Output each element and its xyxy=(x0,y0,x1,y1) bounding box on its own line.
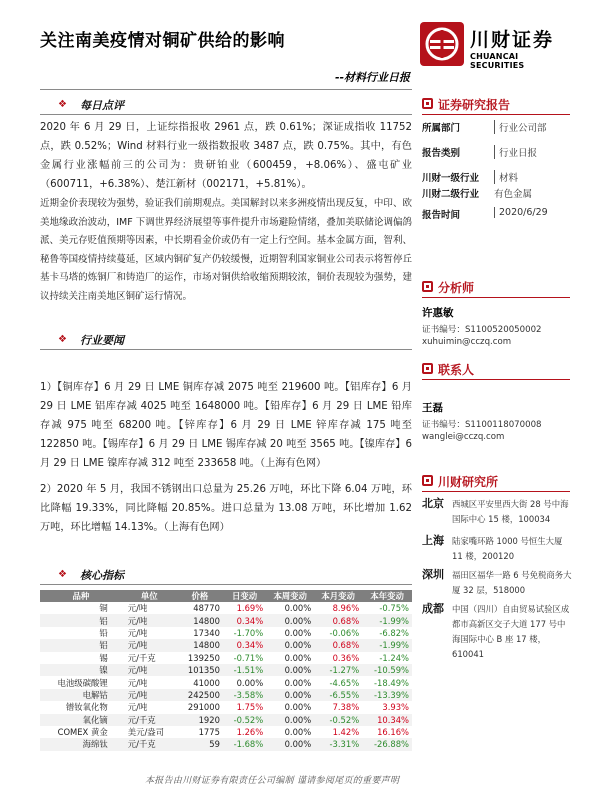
indicator-daily-change: -1.68% xyxy=(223,738,266,750)
section-divider xyxy=(40,349,412,350)
sidebar-header-institute xyxy=(422,472,570,492)
indicator-daily-change: -0.71% xyxy=(233,652,264,663)
indicator-unit: 元/吨 xyxy=(122,639,177,651)
indicator-name: 锡 xyxy=(99,652,108,663)
indicator-weekly-change: 0.00% xyxy=(266,714,314,726)
info-row xyxy=(422,170,572,186)
info-key: 报告时间 xyxy=(422,210,461,221)
diamond-bullet-icon: ❖ xyxy=(58,99,67,110)
indicator-yearly-change: 10.34% xyxy=(362,714,412,726)
analyst-card xyxy=(422,307,572,348)
office-address: 中国（四川）自由贸易试验区成都市高新区交子大道 177 号中海国际中心 B 座 17 楼，610041 xyxy=(452,604,570,659)
indicator-yearly-change: -13.39% xyxy=(362,689,412,701)
indicator-yearly-change: -6.82% xyxy=(379,627,409,638)
indicator-price: 14800 xyxy=(177,639,223,651)
indicator-price: 242500 xyxy=(177,689,223,701)
indicator-weekly-change: 0.00% xyxy=(284,627,312,638)
contact-email[interactable]: wanglei@cczq.com xyxy=(422,432,505,442)
industry-paragraph-2: 2）2020 年 5 月，我国不锈钢出口总量为 25.26 万吨，环比下降 6.04 万吨，环比降幅 19.33%，同比降幅 20.85%。进口总量为 13.08 万吨，环比增加 1.62 万吨，环比增幅 14.13%。（上海有色网） xyxy=(40,484,412,533)
indicator-yearly-change: 16.16% xyxy=(377,727,409,738)
analyst-name: 许惠敏 xyxy=(422,307,454,319)
sidebar-divider xyxy=(422,379,570,380)
indicator-name: 铝 xyxy=(40,639,122,651)
indicator-name: 镨钕氧化物 xyxy=(65,702,108,713)
info-value: 材料 xyxy=(494,170,518,184)
contact-name: 王磊 xyxy=(422,402,443,414)
diamond-bullet-icon: ❖ xyxy=(58,569,67,580)
indicator-name: 铅 xyxy=(99,627,108,638)
section-label: 行业要闻 xyxy=(80,334,124,347)
info-value: 有色金属 xyxy=(494,189,533,200)
diamond-bullet-icon: ❖ xyxy=(58,334,67,345)
analyst-cert: 证书编号：S1100520050002 xyxy=(422,325,542,335)
indicator-unit: 元/吨 xyxy=(127,677,148,688)
logo-chinese-name: 川财证券 xyxy=(470,29,555,51)
indicator-monthly-change: 0.68% xyxy=(314,639,362,651)
table-row xyxy=(40,714,412,726)
indicator-daily-change: 0.00% xyxy=(236,677,264,688)
column-header: 品种 xyxy=(40,590,122,602)
info-value: 2020/6/29 xyxy=(494,207,548,218)
info-key: 所属部门 xyxy=(422,123,461,134)
table-body xyxy=(40,602,412,751)
section-square-icon xyxy=(422,281,433,292)
table-row xyxy=(40,602,412,614)
indicator-monthly-change: 1.42% xyxy=(332,727,360,738)
indicator-daily-change: 0.34% xyxy=(223,614,266,626)
indicator-daily-change: -0.52% xyxy=(223,714,266,726)
indicator-weekly-change: 0.00% xyxy=(266,689,314,701)
column-header: 单位 xyxy=(122,590,177,602)
table-header-row xyxy=(40,590,412,602)
sidebar-label: 川财研究所 xyxy=(438,475,499,489)
indicator-yearly-change: -1.99% xyxy=(362,639,412,651)
indicator-price: 1775 xyxy=(198,727,220,738)
table-row xyxy=(40,639,412,651)
indicator-monthly-change: 0.68% xyxy=(314,614,362,626)
indicator-unit: 元/吨 xyxy=(122,614,177,626)
company-logo xyxy=(420,22,570,70)
indicator-price: 17340 xyxy=(193,627,220,638)
indicator-monthly-change: -1.27% xyxy=(314,664,362,676)
industry-paragraph-1: 1）【铜库存】6 月 29 日 LME 铜库存减 2075 吨至 219600 吨。【铝库存】6 月 29 日 LME 铝库存减 4025 吨至 1648000 吨。【铅库存】6 月 29 日 LME 铅库存减 975 吨至 68200 吨。【锌库存】6 月 29 日 LME 锌库存减 175 吨至 122850 吨。【锡库存】6 月 29 日 LME 锡库存减 20 吨至 3565 吨。【镍库存】6 月 29 日 LME 镍库存减 312 吨至 233658 吨。（上海有色网） xyxy=(40,382,412,469)
page-footer: 本报告由川财证券有限责任公司编制 谨请参阅尾页的重要声明 xyxy=(145,776,400,786)
indicator-price: 1920 xyxy=(177,714,223,726)
office-city: 深圳 xyxy=(422,568,444,581)
indicator-price: 139250 xyxy=(187,652,220,663)
core-indicators-table xyxy=(40,590,412,751)
office-city: 上海 xyxy=(422,534,444,547)
indicator-yearly-change: 3.93% xyxy=(382,702,409,713)
indicator-weekly-change: 0.00% xyxy=(284,702,312,713)
indicator-daily-change: 1.26% xyxy=(236,727,264,738)
indicator-name: 铝 xyxy=(40,614,122,626)
sidebar-divider xyxy=(422,297,570,298)
section-divider xyxy=(40,114,412,115)
indicator-daily-change: -1.51% xyxy=(223,664,266,676)
table-row xyxy=(40,614,412,626)
indicator-unit: 元/吨 xyxy=(122,689,177,701)
analyst-email[interactable]: xuhuimin@cczq.com xyxy=(422,337,512,347)
indicator-monthly-change: -4.65% xyxy=(329,677,360,688)
column-header: 本月变动 xyxy=(314,590,362,602)
section-square-icon xyxy=(422,98,433,109)
section-header-daily xyxy=(40,95,412,115)
section-label: 每日点评 xyxy=(80,99,124,112)
indicator-monthly-change: -6.55% xyxy=(314,689,362,701)
indicator-price: 14800 xyxy=(177,614,223,626)
logo-english-name: CHUANCAI SECURITIES xyxy=(470,52,525,70)
info-row xyxy=(422,186,572,202)
table-row xyxy=(40,689,412,701)
header-divider xyxy=(40,89,412,90)
indicator-daily-change: 1.69% xyxy=(236,603,264,614)
indicator-yearly-change: -1.24% xyxy=(379,652,409,663)
indicator-name: 氧化镝 xyxy=(40,714,122,726)
indicator-weekly-change: 0.00% xyxy=(284,727,312,738)
section-label: 核心指标 xyxy=(80,569,124,582)
indicator-weekly-change: 0.00% xyxy=(266,664,314,676)
chuancai-emblem-icon xyxy=(420,22,464,66)
indicator-weekly-change: 0.00% xyxy=(284,603,312,614)
indicator-monthly-change: 0.36% xyxy=(332,652,360,663)
indicator-name: 海绵钛 xyxy=(40,738,122,750)
indicator-weekly-change: 0.00% xyxy=(284,677,312,688)
table-row xyxy=(40,676,412,688)
column-header: 价格 xyxy=(177,590,223,602)
sidebar-header-report xyxy=(422,95,570,115)
indicator-name: 镍 xyxy=(40,664,122,676)
info-key: 报告类别 xyxy=(422,148,461,159)
contact-cert: 证书编号：S1100118070008 xyxy=(422,420,542,430)
info-key: 川财一级行业 xyxy=(422,173,480,184)
table-row xyxy=(40,627,412,639)
indicator-name: COMEX 黄金 xyxy=(57,727,108,738)
page-title: 关注南美疫情对铜矿供给的影响 xyxy=(40,31,285,51)
indicator-weekly-change: 0.00% xyxy=(284,652,312,663)
indicator-price: 48770 xyxy=(193,603,220,614)
table-row xyxy=(40,652,412,664)
indicator-monthly-change: -3.31% xyxy=(314,738,362,750)
indicator-yearly-change: -18.49% xyxy=(374,677,409,688)
column-header: 日变动 xyxy=(223,590,266,602)
office-city: 北京 xyxy=(422,497,444,510)
section-header-indicators xyxy=(40,565,412,585)
indicator-weekly-change: 0.00% xyxy=(266,639,314,651)
section-header-industry xyxy=(40,330,412,350)
column-header: 本年变动 xyxy=(362,590,412,602)
sidebar-label: 分析师 xyxy=(438,281,475,295)
indicator-unit: 元/吨 xyxy=(122,664,177,676)
info-row xyxy=(422,145,572,161)
daily-paragraph-2: 近期金价表现较为强势，验证我们前期观点。美国解封以来多洲疫情出现反复，中印、欧美地缘政治波动，IMF 下调世界经济展望等事件提升市场避险情绪，叠加美联储论调偏鸽派、美元存贬值预期等因素，中长期看金价或仍有一定上行空间。基本金属方面，智利、秘鲁等国疫情持续蔓延，区域内铜矿复产仍较缓慢，近期智利国家铜业公司表示将暂停丘基卡马塔的炼铜厂和铸造厂的运作，市场对铜供给收缩预期较浓，铜价表现较为强势，建议持续关注南美地区铜矿运行情况。 xyxy=(40,198,412,302)
sidebar-header-analyst xyxy=(422,278,570,298)
indicator-yearly-change: -26.88% xyxy=(362,738,412,750)
section-square-icon xyxy=(422,363,433,374)
indicator-monthly-change: -0.52% xyxy=(314,714,362,726)
info-value: 行业公司部 xyxy=(494,120,547,134)
info-value: 行业日报 xyxy=(494,145,537,159)
daily-paragraph-1: 2020 年 6 月 29 日，上证综指报收 2961 点，跌 0.61%；深证成指收 11752 点，跌 0.52%；Wind 材料行业一级指数报收 3487 点，跌 0.75%。其中，有色金属行业涨幅前三的公司为：贵研铂业（600459，+8.06%）、盛屯矿业（600711，+6.38%）、楚江新材（002171，+5.81%）。 xyxy=(40,122,412,190)
indicator-name: 电池级碳酸锂 xyxy=(57,677,108,688)
indicator-price: 291000 xyxy=(187,702,220,713)
section-divider xyxy=(40,584,412,585)
sidebar-header-contact xyxy=(422,360,570,380)
indicator-price: 59 xyxy=(177,738,223,750)
office-address: 陆家嘴环路 1000 号恒生大厦 11 楼，200120 xyxy=(452,536,563,561)
office-city: 成都 xyxy=(422,602,444,615)
office-address: 西城区平安里西大街 28 号中海国际中心 15 楼，100034 xyxy=(452,499,569,524)
indicator-daily-change: 0.34% xyxy=(223,639,266,651)
indicator-daily-change: -3.58% xyxy=(223,689,266,701)
indicator-monthly-change: 7.38% xyxy=(332,702,360,713)
table-row xyxy=(40,726,412,738)
indicator-yearly-change: -0.75% xyxy=(379,603,409,614)
office-address: 福田区福华一路 6 号免税商务大厦 32 层，518000 xyxy=(452,570,572,595)
indicator-monthly-change: 8.96% xyxy=(332,603,360,614)
indicator-price: 41000 xyxy=(193,677,220,688)
indicator-weekly-change: 0.00% xyxy=(266,738,314,750)
indicator-unit: 元/吨 xyxy=(127,627,148,638)
indicator-unit: 元/吨 xyxy=(127,603,148,614)
sidebar-divider xyxy=(422,491,570,492)
indicator-unit: 元/吨 xyxy=(127,702,148,713)
indicator-unit: 元/千克 xyxy=(122,714,177,726)
indicator-daily-change: 1.75% xyxy=(236,702,264,713)
table-row xyxy=(40,738,412,750)
indicator-name: 电解钴 xyxy=(40,689,122,701)
indicator-yearly-change: -1.99% xyxy=(362,614,412,626)
sidebar-divider xyxy=(422,114,570,115)
info-row xyxy=(422,120,572,136)
info-row xyxy=(422,207,572,223)
contact-card xyxy=(422,402,572,443)
table-row xyxy=(40,664,412,676)
indicator-weekly-change: 0.00% xyxy=(266,614,314,626)
info-key: 川财二级行业 xyxy=(422,189,480,200)
sidebar-label: 联系人 xyxy=(438,363,475,377)
column-header: 本周变动 xyxy=(266,590,314,602)
indicator-name: 铜 xyxy=(99,603,108,614)
indicator-price: 101350 xyxy=(177,664,223,676)
sidebar-label: 证券研究报告 xyxy=(438,98,511,112)
indicator-monthly-change: -0.06% xyxy=(329,627,360,638)
indicator-unit: 美元/盎司 xyxy=(127,727,165,738)
section-square-icon xyxy=(422,475,433,486)
page-subtitle: --材料行业日报 xyxy=(334,71,410,84)
indicator-unit: 元/千克 xyxy=(122,738,177,750)
table-row xyxy=(40,701,412,713)
indicator-yearly-change: -10.59% xyxy=(362,664,412,676)
indicator-daily-change: -1.70% xyxy=(233,627,264,638)
indicator-unit: 元/千克 xyxy=(127,652,156,663)
